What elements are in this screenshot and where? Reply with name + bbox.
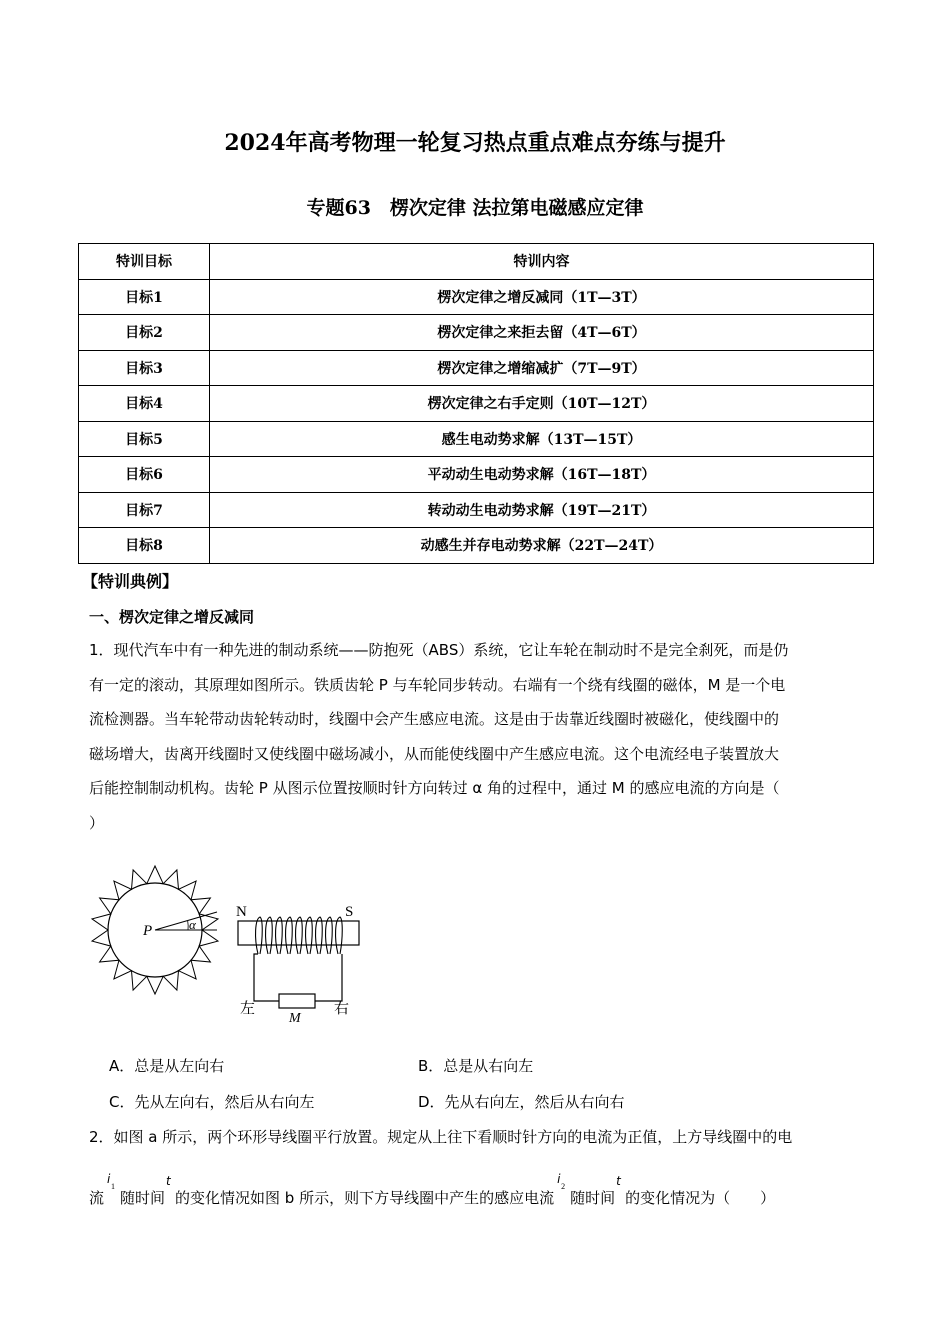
option-a: A．总是从左向右 xyxy=(109,1057,225,1075)
content-cell: 楞次定律之增反减同（1T—3T） xyxy=(210,279,874,315)
question-2-line-2: 流 i 1 随时间 t 的变化情况如图 b 所示，则下方导线圈中产生的感应电流 i 2 随时间 t 的变化情况为（ ） xyxy=(89,1183,879,1208)
text-line: 1．现代汽车中有一种先进的制动系统——防抱死（ABS）系统，它让车轮在制动时不是完全刹死，而是仍 xyxy=(89,641,789,659)
symbol-t: t xyxy=(616,1174,621,1188)
target-cell: 目标3 xyxy=(79,350,210,386)
text-line: 有一定的滚动，其原理如图所示。铁质齿轮 P 与车轮同步转动。右端有一个绕有线圈的磁体，M 是一个电 xyxy=(89,675,786,694)
meter-label: M xyxy=(289,1011,301,1022)
text-line: 后能控制制动机构。齿轮 P 从图示位置按顺时针方向转过 α 角的过程中，通过 M 的感应电流的方向是（ xyxy=(89,779,780,797)
table-row xyxy=(79,421,874,457)
symbol-i1: i xyxy=(107,1172,111,1186)
target-cell: 目标2 xyxy=(79,315,210,351)
content-cell: 平动动生电动势求解（16T—18T） xyxy=(210,457,874,493)
table-row xyxy=(79,279,874,315)
target-cell: 目标6 xyxy=(79,457,210,493)
text-line: 流检测器。当车轮带动齿轮转动时，线圈中会产生感应电流。这是由于齿靠近线圈时被磁化，使线圈中的 xyxy=(89,710,780,728)
gear-label: P xyxy=(143,923,153,939)
content-cell: 转动动生电动势求解（19T—21T） xyxy=(210,492,874,528)
symbol-t: t xyxy=(166,1174,171,1188)
coil-winding xyxy=(256,917,343,954)
table-row xyxy=(79,457,874,493)
option-d: D．先从右向左，然后从右向右 xyxy=(418,1093,625,1111)
examples-heading: 【特训典例】 xyxy=(82,572,179,591)
table-header-cell: 特训目标 xyxy=(79,244,210,280)
table-row xyxy=(79,315,874,351)
section-heading: 一、楞次定律之增反减同 xyxy=(89,608,255,626)
question-2-line-1: 2．如图 a 所示，两个环形导线圈平行放置。规定从上往下看顺时针方向的电流为正值，上方导线圈中的电 xyxy=(89,1128,793,1146)
content-cell: 楞次定律之来拒去留（4T—6T） xyxy=(210,315,874,351)
target-cell: 目标5 xyxy=(79,421,210,457)
gear-icon xyxy=(92,866,218,994)
page-title: 2024年高考物理一轮复习热点重点难点夯练与提升 xyxy=(224,130,726,156)
table-header-row xyxy=(79,244,874,280)
question-1-text xyxy=(89,633,879,840)
table-row xyxy=(79,492,874,528)
content-cell: 楞次定律之右手定则（10T—12T） xyxy=(210,386,874,422)
training-targets-table xyxy=(78,243,874,564)
topic-subtitle: 专题63 楞次定律 法拉第电磁感应定律 xyxy=(306,197,644,219)
abs-brake-figure xyxy=(88,862,373,1022)
content-cell: 动感生并存电动势求解（22T—24T） xyxy=(210,528,874,564)
symbol-i2: i xyxy=(557,1172,561,1186)
south-pole-label: S xyxy=(345,904,354,920)
table-row xyxy=(79,528,874,564)
content-cell: 感生电动势求解（13T—15T） xyxy=(210,421,874,457)
angle-label: α xyxy=(189,917,196,932)
table-header-cell: 特训内容 xyxy=(210,244,874,280)
option-b: B．总是从右向左 xyxy=(418,1057,534,1075)
target-cell: 目标8 xyxy=(79,528,210,564)
left-label: 左 xyxy=(240,1001,256,1017)
content-cell: 楞次定律之增缩减扩（7T—9T） xyxy=(210,350,874,386)
text-line: ） xyxy=(89,813,105,832)
north-pole-label: N xyxy=(236,904,247,920)
right-label: 右 xyxy=(334,1001,350,1017)
table-row xyxy=(79,386,874,422)
target-cell: 目标1 xyxy=(79,279,210,315)
target-cell: 目标7 xyxy=(79,492,210,528)
option-c: C．先从左向右，然后从右向左 xyxy=(109,1093,315,1111)
target-cell: 目标4 xyxy=(79,386,210,422)
current-meter xyxy=(279,994,315,1008)
table-row xyxy=(79,350,874,386)
text-line: 磁场增大，齿离开线圈时又使线圈中磁场减小，从而能使线圈中产生感应电流。这个电流经电子装置放大 xyxy=(89,744,780,763)
